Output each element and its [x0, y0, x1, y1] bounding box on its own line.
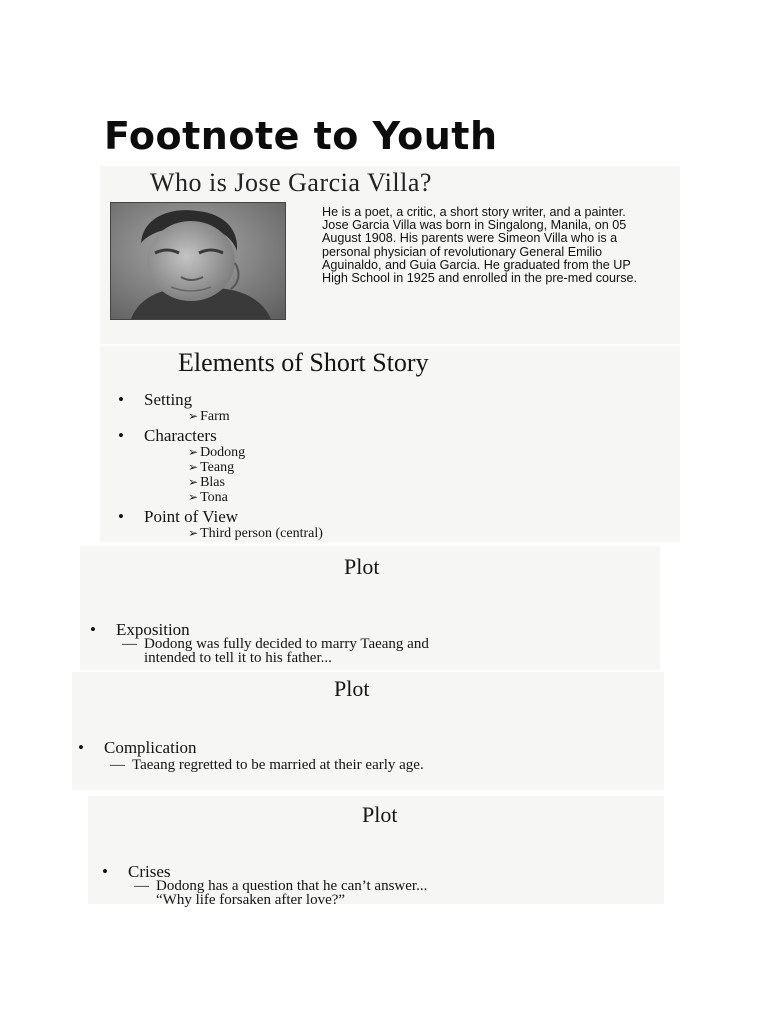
bullet-icon: • — [102, 862, 108, 881]
exposition-detail-line: — Dodong was fully decided to marry Taeang and — [122, 636, 429, 652]
setting-item: ➢ Farm — [188, 409, 230, 424]
bullet-icon: • — [118, 426, 124, 445]
pov-item: ➢ Third person (central) — [188, 526, 323, 541]
plot-heading: Plot — [362, 802, 398, 827]
author-portrait — [110, 202, 286, 320]
dash-icon: — — [134, 878, 149, 894]
arrow-icon: ➢ — [188, 409, 199, 423]
arrow-icon: ➢ — [188, 460, 199, 474]
arrow-icon: ➢ — [188, 490, 199, 504]
bullet-icon: • — [118, 507, 124, 526]
elements-slide — [100, 346, 680, 542]
exposition-bullet: • Exposition — [90, 620, 190, 639]
bio-slide — [100, 166, 680, 344]
complication-detail-line: — Taeang regretted to be married at their early age. — [110, 757, 424, 773]
elements-heading: Elements of Short Story — [178, 348, 429, 377]
plot-slide-crises — [88, 796, 664, 908]
arrow-icon: ➢ — [188, 526, 199, 540]
exposition-detail-line: intended to tell it to his father... — [144, 650, 332, 666]
characters-bullet — [118, 426, 217, 446]
plot-heading: Plot — [334, 676, 370, 701]
complication-bullet: • Complication — [78, 738, 197, 757]
bullet-icon: • — [78, 738, 84, 757]
dash-icon: — — [110, 757, 125, 773]
bullet-icon: • — [90, 620, 96, 639]
pov-bullet — [118, 507, 238, 527]
crises-bullet: • Crises — [102, 862, 171, 881]
character-item: ➢ Teang — [188, 460, 235, 475]
character-item: ➢ Tona — [188, 490, 228, 505]
arrow-icon: ➢ — [188, 445, 199, 459]
setting-label: Setting — [144, 390, 193, 409]
bio-text: He is a poet, a critic, a short story writer, and a painter. Jose Garcia Villa was born in Singalong, Manila, on 05 August 1908. His parents were Simeon Villa who is a personal physician of revolutionary General Emilio Aguinaldo, and Guia Garcia. He graduated from the UP High School in 1925 and enrolled in the pre-med course. — [322, 205, 638, 286]
crises-detail-line: — Dodong has a question that he can’t answer... — [134, 878, 428, 894]
pov-label: Point of View — [144, 507, 239, 526]
plot-slide-complication — [72, 672, 664, 790]
setting-bullet — [118, 390, 192, 410]
crises-detail-line: “Why life forsaken after love?” — [156, 892, 346, 908]
character-item: ➢ Blas — [188, 475, 225, 490]
plot-heading: Plot — [344, 554, 380, 579]
page-title: Footnote to Youth — [104, 114, 498, 158]
bio-heading: Who is Jose Garcia Villa? — [150, 168, 432, 197]
characters-label: Characters — [144, 426, 217, 445]
character-item: ➢ Dodong — [188, 445, 246, 460]
dash-icon: — — [122, 636, 137, 652]
plot-slide-exposition — [80, 546, 660, 670]
arrow-icon: ➢ — [188, 475, 199, 489]
bullet-icon: • — [118, 390, 124, 409]
